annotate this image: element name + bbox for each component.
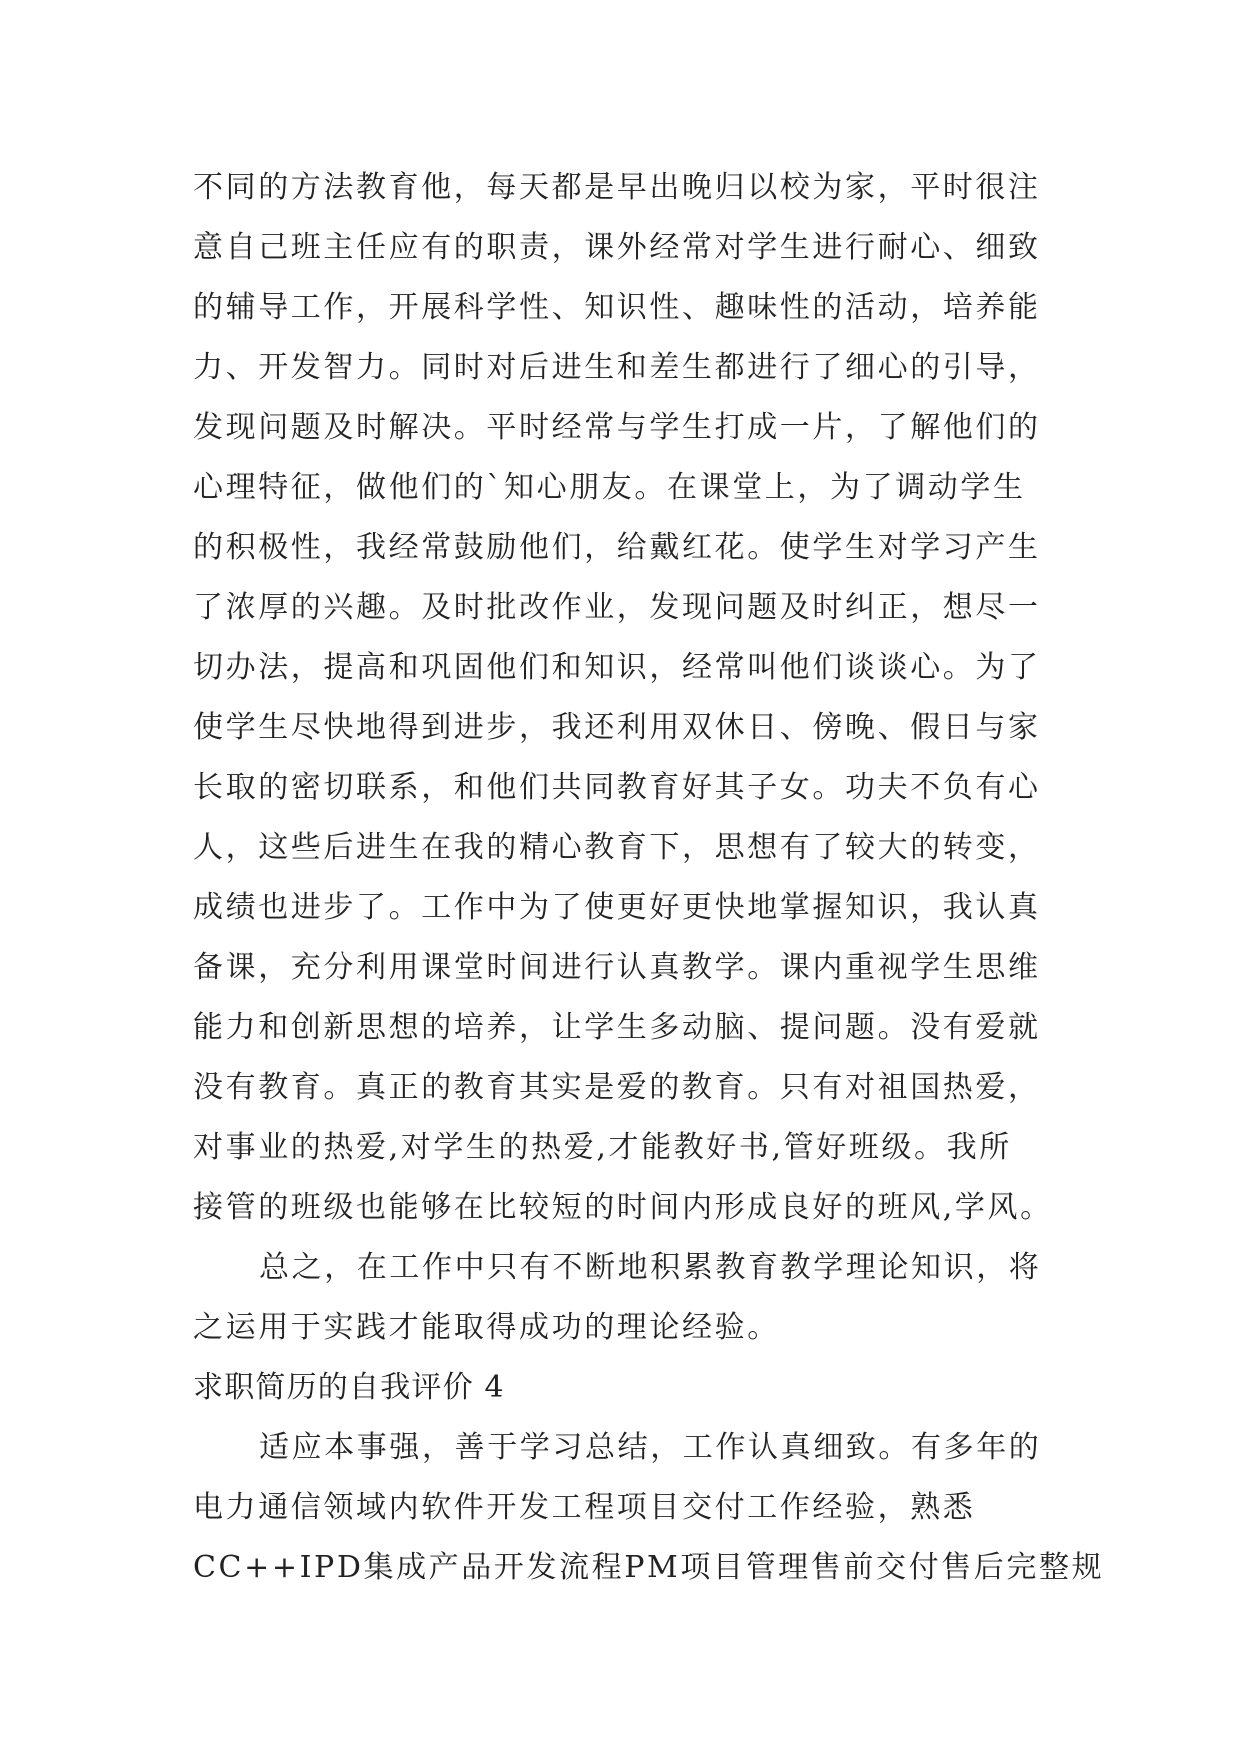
paragraph-line: 意自己班主任应有的职责，课外经常对学生进行耐心、细致 [193,230,1041,265]
paragraph-line: 适应本事强，善于学习总结，工作认真细致。有多年的 [259,1430,1042,1465]
paragraph-line: CC++IPD集成产品开发流程PM项目管理售前交付售后完整规 [193,1550,1105,1585]
paragraph-line: 发现问题及时解决。平时经常与学生打成一片，了解他们的 [193,410,1041,445]
paragraph-line: 心理特征，做他们的`知心朋友。在课堂上，为了调动学生 [193,470,1026,505]
paragraph-line: 没有教育。真正的教育其实是爱的教育。只有对祖国热爱， [193,1070,1041,1105]
paragraph-line: 的积极性，我经常鼓励他们，给戴红花。使学生对学习产生 [193,530,1041,565]
paragraph-line: 长取的密切联系，和他们共同教育好其子女。功夫不负有心 [193,770,1041,805]
paragraph-line: 备课，充分利用课堂时间进行认真教学。课内重视学生思维 [193,950,1041,985]
paragraph-line: 力、开发智力。同时对后进生和差生都进行了细心的引导， [193,350,1041,385]
paragraph-line: 成绩也进步了。工作中为了使更好更快地掌握知识，我认真 [193,890,1041,925]
section-heading: 求职简历的自我评价 4 [193,1370,505,1405]
paragraph-line: 总之，在工作中只有不断地积累教育教学理论知识，将 [259,1250,1042,1285]
paragraph-line: 之运用于实践才能取得成功的理论经验。 [193,1310,780,1345]
paragraph-line: 使学生尽快地得到进步，我还利用双休日、傍晚、假日与家 [193,710,1041,745]
paragraph-line: 接管的班级也能够在比较短的时间内形成良好的班风,学风。 [193,1190,1053,1225]
paragraph-line: 对事业的热爱,对学生的热爱,才能教好书,管好班级。我所 [193,1130,1012,1165]
paragraph-line: 切办法，提高和巩固他们和知识，经常叫他们谈谈心。为了 [193,650,1041,685]
paragraph-line: 不同的方法教育他，每天都是早出晚归以校为家，平时很注 [193,170,1041,205]
paragraph-line: 了浓厚的兴趣。及时批改作业，发现问题及时纠正，想尽一 [193,590,1041,625]
document-body [193,158,1105,1598]
paragraph-line: 能力和创新思想的培养，让学生多动脑、提问题。没有爱就 [193,1010,1041,1045]
paragraph-line: 电力通信领域内软件开发工程项目交付工作经验，熟悉 [193,1490,976,1525]
paragraph-line: 人，这些后进生在我的精心教育下，思想有了较大的转变， [193,830,1041,865]
paragraph-line: 的辅导工作，开展科学性、知识性、趣味性的活动，培养能 [193,290,1041,325]
